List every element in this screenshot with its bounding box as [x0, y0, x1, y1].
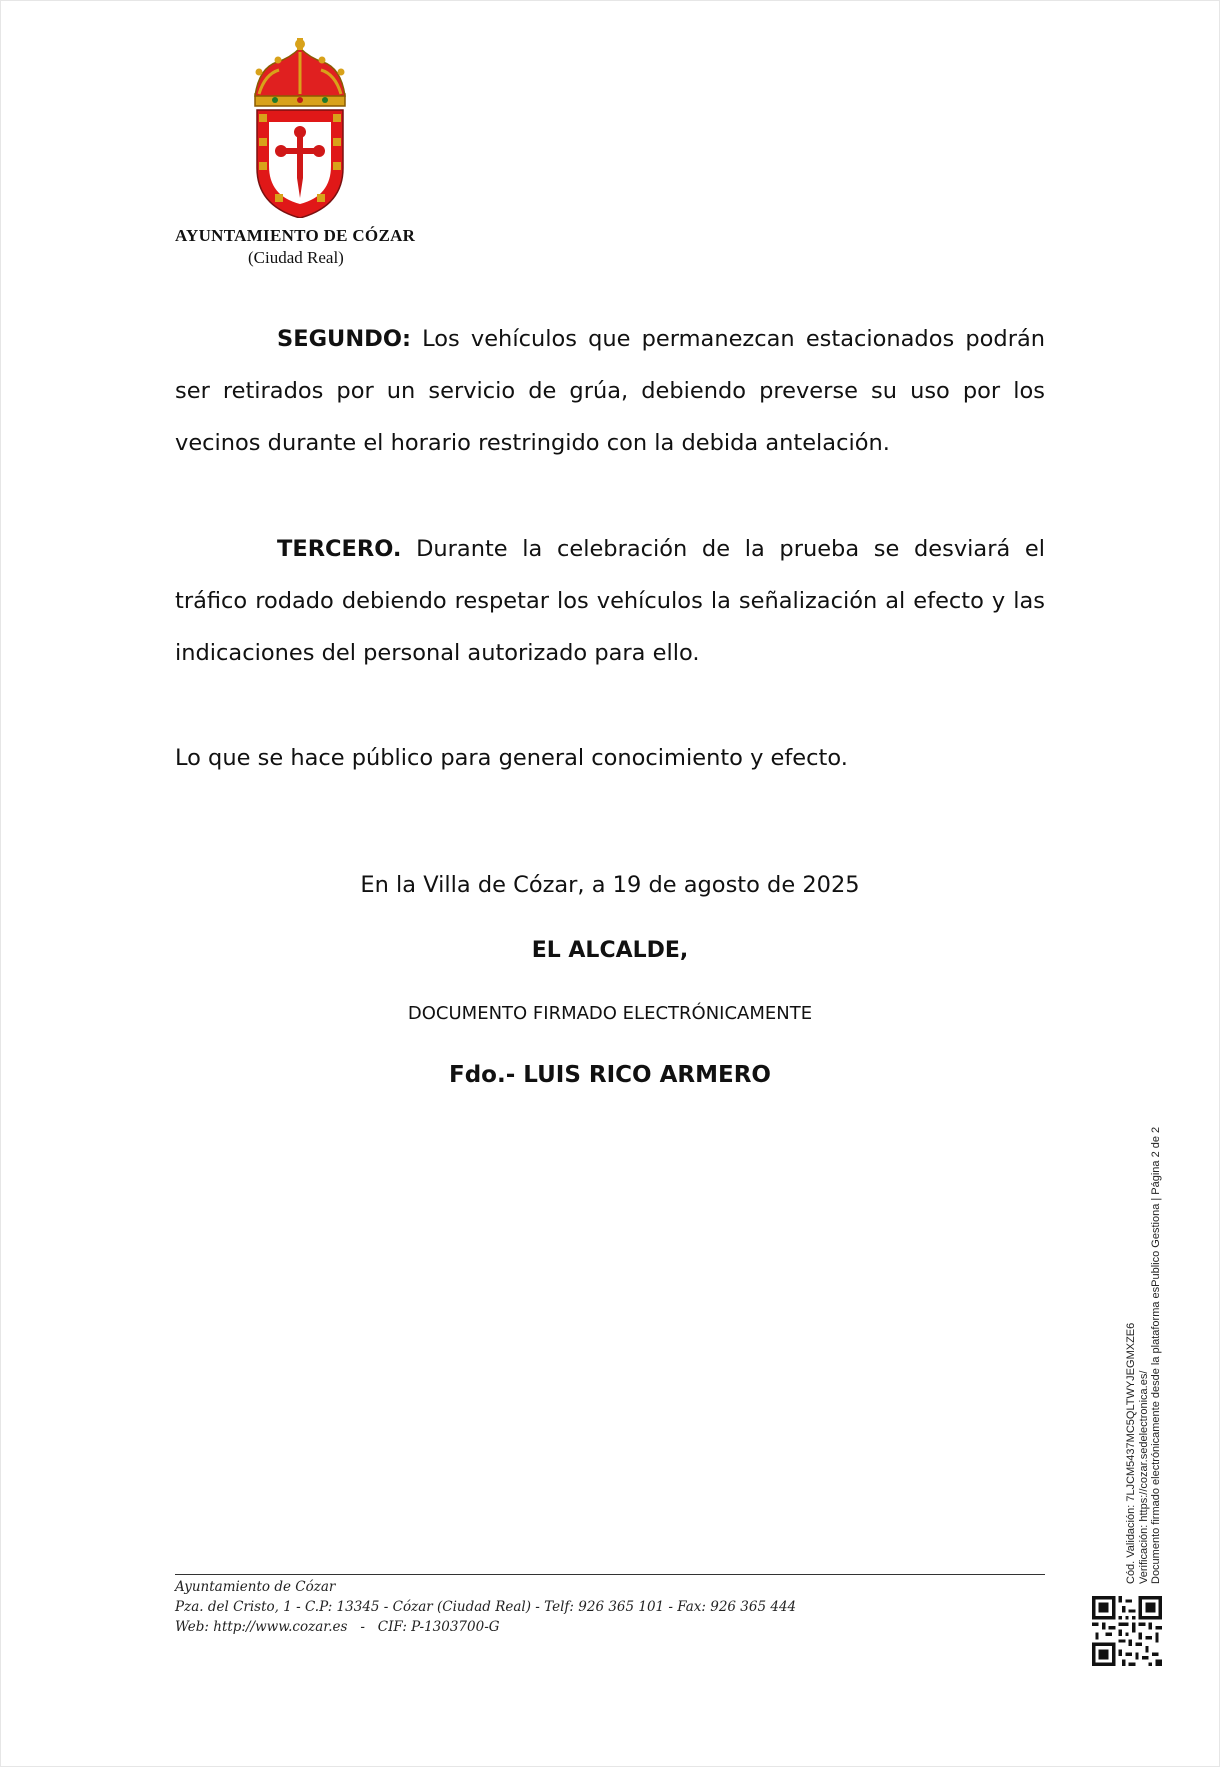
- signer-title: EL ALCALDE,: [531, 938, 689, 963]
- coat-of-arms-icon: [245, 38, 355, 218]
- paragraph-label: SEGUNDO:: [277, 326, 411, 352]
- paragraph-segundo: [175, 313, 1045, 469]
- footer-divider: [175, 1574, 1045, 1575]
- footer: [175, 1577, 796, 1637]
- signed-platform-note: Documento firmado electrónicamente desde la plataforma esPublico Gestiona | Página 2 de 2: [1150, 1126, 1162, 1584]
- paragraph-text: Los vehículos que permanezcan estacionados podrán ser retirados por un servicio de grúa, debiendo preverse su uso por los vecinos durante el horario restringido con la debida antelación.: [175, 326, 1045, 456]
- crown-icon: [255, 38, 345, 106]
- paragraph-text: Durante la celebración de la prueba se desviará el tráfico rodado debiendo respetar los vehículos la señalización al efecto y las indicaciones del personal autorizado para ello.: [175, 536, 1045, 666]
- footer-org: Ayuntamiento de Cózar: [175, 1579, 336, 1595]
- signer-name: Fdo.- LUIS RICO ARMERO: [449, 1062, 771, 1088]
- validation-sidebar: [1125, 1127, 1163, 1584]
- verification-url[interactable]: Verificación: https://cozar.sedelectronica.es/: [1137, 1370, 1150, 1584]
- paragraph-label: TERCERO.: [277, 536, 402, 562]
- closing-statement: Lo que se hace público para general conocimiento y efecto.: [175, 745, 848, 771]
- signed-note: DOCUMENTO FIRMADO ELECTRÓNICAMENTE: [407, 1003, 813, 1024]
- date-line: En la Villa de Cózar, a 19 de agosto de 2025: [360, 872, 860, 898]
- footer-address: Pza. del Cristo, 1 - C.P: 13345 - Cózar (Ciudad Real) - Telf: 926 365 101 - Fax: 926 365 444: [175, 1599, 797, 1615]
- org-name: AYUNTAMIENTO DE CÓZAR: [175, 226, 416, 245]
- org-location: (Ciudad Real): [248, 248, 344, 267]
- validation-code: Cód. Validación: 7LJCM5437MC5QLTWYJEGMXZE6: [1125, 1322, 1137, 1584]
- paragraph-tercero: [175, 523, 1045, 679]
- qr-code-icon[interactable]: [1092, 1596, 1162, 1666]
- footer-web: Web: http://www.cozar.es - CIF: P-1303700-G: [175, 1619, 500, 1635]
